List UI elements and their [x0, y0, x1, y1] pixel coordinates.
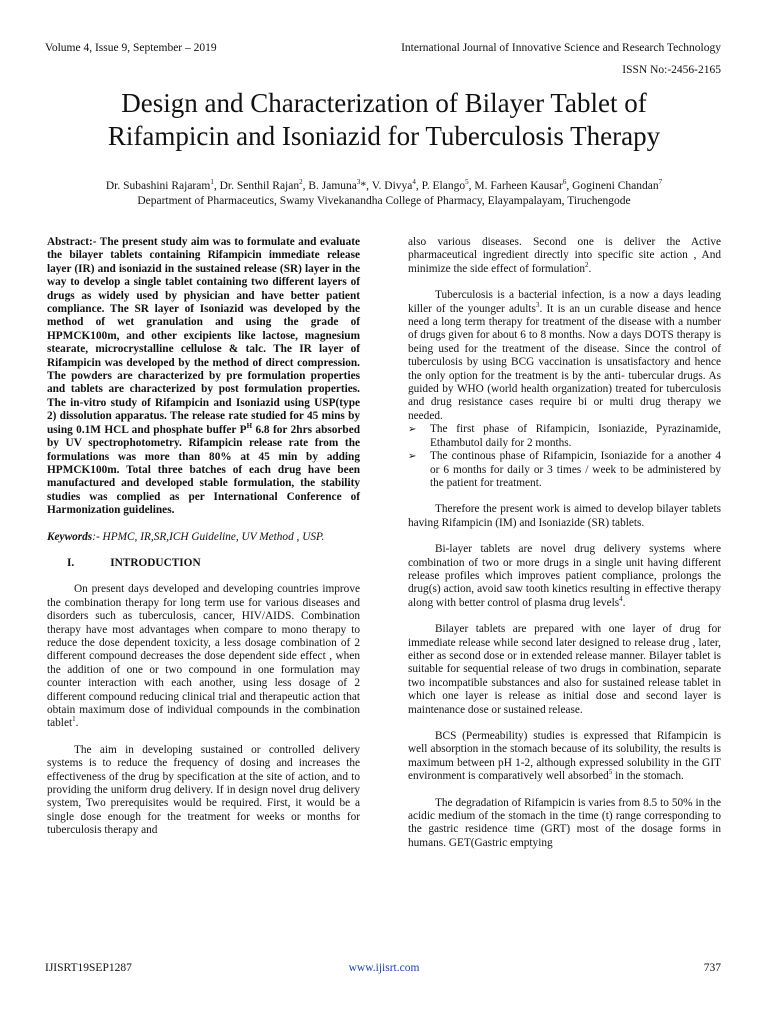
author-name: Gogineni Chandan	[572, 180, 659, 192]
intro-paragraph-1: On present days developed and developing countries improve the combination therapy for long term use for various diseases and disorders such as tuberculosis, cancer, HIV/AIDS. Combination therapy have most advantages when compare to mono therapy to reduce the dose dependent toxicity, a less dosage combination of 2 different compound decreases the dose dependent side effect , when the addition of one or two compound in one formulation may counter interaction with each another, using less dosage of 2 different compound reducing clinical trial and therapeutic action that obtain maximum dose of individual compounds in the combination tablet$^1$.	[47, 583, 360, 730]
paper-title	[40, 87, 728, 153]
bilayer-novel-paragraph: Bi-layer tablets are novel drug delivery systems where combination of two or more drugs in a single unit having different release profiles which improves patient compliance, prolongs the drug(s) action, avoid saw tooth kinetics resulting in effective therapy along with better control of plasma drug levels$^4$.	[408, 543, 721, 609]
affiliation: Department of Pharmaceutics, Swamy Vivekanandha College of Pharmacy, Elayampalayam, Tiruchengode	[137, 195, 631, 207]
author-affiliation-mark: 4	[412, 178, 416, 187]
author-name: Dr. Subashini Rajaram	[105, 180, 211, 192]
author-name: V. Divya	[371, 180, 413, 192]
left-column	[47, 236, 360, 838]
author-name: Dr. Senthil Rajan	[219, 180, 300, 192]
author-separator: ,	[302, 180, 309, 192]
bcs-paragraph: BCS (Permeability) studies is expressed that Rifampicin is well absorption in the stomach because of its solubility, the results is maximum between pH 1-2, although expressed solubility in the GIT environment is comparatively well absorbed$^5$ in the stomach.	[408, 730, 721, 783]
journal-name-header: International Journal of Innovative Science and Research Technology	[401, 42, 721, 54]
title-line-2: Rifampicin and Isoniazid for Tuberculosis Therapy	[107, 121, 661, 151]
page-number: 737	[703, 962, 721, 974]
author-affiliation-mark: 1	[210, 178, 214, 187]
keywords: Keywords:- HPMC, IR,SR,ICH Guideline, UV Method , USP.	[47, 530, 325, 543]
right-column	[408, 236, 721, 850]
section-heading-introduction: I. INTRODUCTION	[67, 556, 201, 569]
journal-website-link[interactable]: www.ijisrt.com	[348, 962, 420, 974]
author-name: P. Elango	[421, 180, 466, 192]
author-affiliation-mark: 3	[356, 178, 361, 187]
intro-paragraph-2: The aim in developing sustained or controlled delivery systems is to reduce the frequency of dosing and increases the effectiveness of the drug by specification at the site of action, and to providing the uniform drug delivery. If in design novel drug delivery system, Two prerequisites would be required. First, it would be a single dose enough for the treatment for weeks or months for tuberculosis therapy and	[47, 743, 360, 837]
author-name: B. Jamuna	[308, 180, 357, 192]
author-affiliation-mark: 5	[465, 178, 469, 187]
issn-header: ISSN No:-2456-2165	[622, 64, 721, 76]
journal-volume-header: Volume 4, Issue 9, September – 2019	[45, 42, 217, 54]
author-separator: ,	[566, 180, 573, 192]
bilayer-prepared-paragraph: Bilayer tablets are prepared with one layer of drug for immediate release while second later designed to release drug , later, either as second dose or in extended release manner. Bilayer tablet is suitable for sequential release of two drugs in combination, separate two incompatible substances and also for sustained release tablet in which one layer is release as initial dose and second layer is maintenance dose or sustained release.	[408, 623, 721, 716]
title-line-1: Design and Characterization of Bilayer Tablet of	[121, 88, 647, 118]
arrow-bullet-icon: ➢	[408, 424, 417, 436]
author-separator: ,	[468, 180, 475, 192]
list-item: ➢ The first phase of Rifampicin, Isoniazide, Pyrazinamide, Ethambutol daily for 2 months.	[408, 423, 721, 449]
arrow-bullet-icon: ➢	[408, 451, 417, 463]
degradation-paragraph: The degradation of Rifampicin is varies from 8.5 to 50% in the acidic medium of the stomach in the time (t) range corresponding to the gastric residence time (GRT) most of the dosage forms in humans. GET(Gastric emptying	[408, 796, 721, 849]
author-separator: ,	[213, 180, 220, 192]
author-name: M. Farheen Kausar	[474, 180, 563, 192]
abstract: Abstract:- The present study aim was to formulate and evaluate the bilayer tablets containing Rifampicin immediate release layer (IR) and isoniazid in the sustained release (SR) layer in the way to develop a single tablet containing two different layers of drugs as widely used by physician and have better patient compliance. The SR layer of Isoniazid was developed by the method of wet granulation and using the grade of HPMCK100m, and other excipients like lactose, magnesium stearate, microcrystalline cellulose & talc. The IR layer of Rifampicin was developed by the method of direct compression. The powders are characterized by pre formulation properties and tablets are characterized by post formulation properties. The in-vitro study of Rifampicin and Isoniazid using USP(type 2) dissolution apparatus. The release rate studied for 45 mins by using 0.1M HCL and phosphate buffer $P^H$ 6.8 for 2hrs absorbed by UV spectrophotometry. Rifampicin release rate from the formulations was more than 80% at 45 min by adding HPMCK100m. Total three batches of each drug have been manufactured and developed stable formulation, the stability studies was complied as per International Conference of Harmonization guidelines.	[47, 236, 360, 517]
list-item: ➢ The continous phase of Rifampicin, Isoniazide for a another 4 or 6 months for daily or 3 times / week to be administered by the patient for treatment.	[408, 450, 721, 489]
paper-id-footer: IJISRT19SEP1287	[45, 962, 132, 974]
author-affiliation-mark: 6	[562, 178, 567, 187]
author-affiliation-mark: 7	[658, 178, 663, 187]
therapy-phase-list	[408, 423, 721, 490]
author-affiliation-mark: 2	[299, 178, 303, 187]
author-separator: ,	[415, 180, 422, 192]
present-work-paragraph: Therefore the present work is aimed to develop bilayer tablets having Rifampicin (IM) and Isoniazide (SR) tablets.	[408, 503, 721, 529]
intro-paragraph-continued: also various diseases. Second one is deliver the Active pharmaceutical ingredient directly into specific site action , And minimize the side effect of formulation$^2$.	[408, 236, 721, 275]
author-separator: *,	[360, 180, 372, 192]
author-list	[40, 179, 728, 194]
tuberculosis-paragraph: Tuberculosis is a bacterial infection, is a now a days leading killer of the younger adults$^3$. It is an un curable disease and hence need a long term therapy for treatment of the disease with a number of drugs given for about 6 to 8 months. Now a days DOTS therapy is being used for the treatment of the disease. Since the control of tuberculosis by using BCG vaccination is unsatisfactory and hence the only option for the treatment is by the anti- tubercular drugs. As guided by WHO (world health organization) treated for tuberculosis and drug resistance cases require bi or multi drug therapy we needed.	[408, 289, 722, 422]
